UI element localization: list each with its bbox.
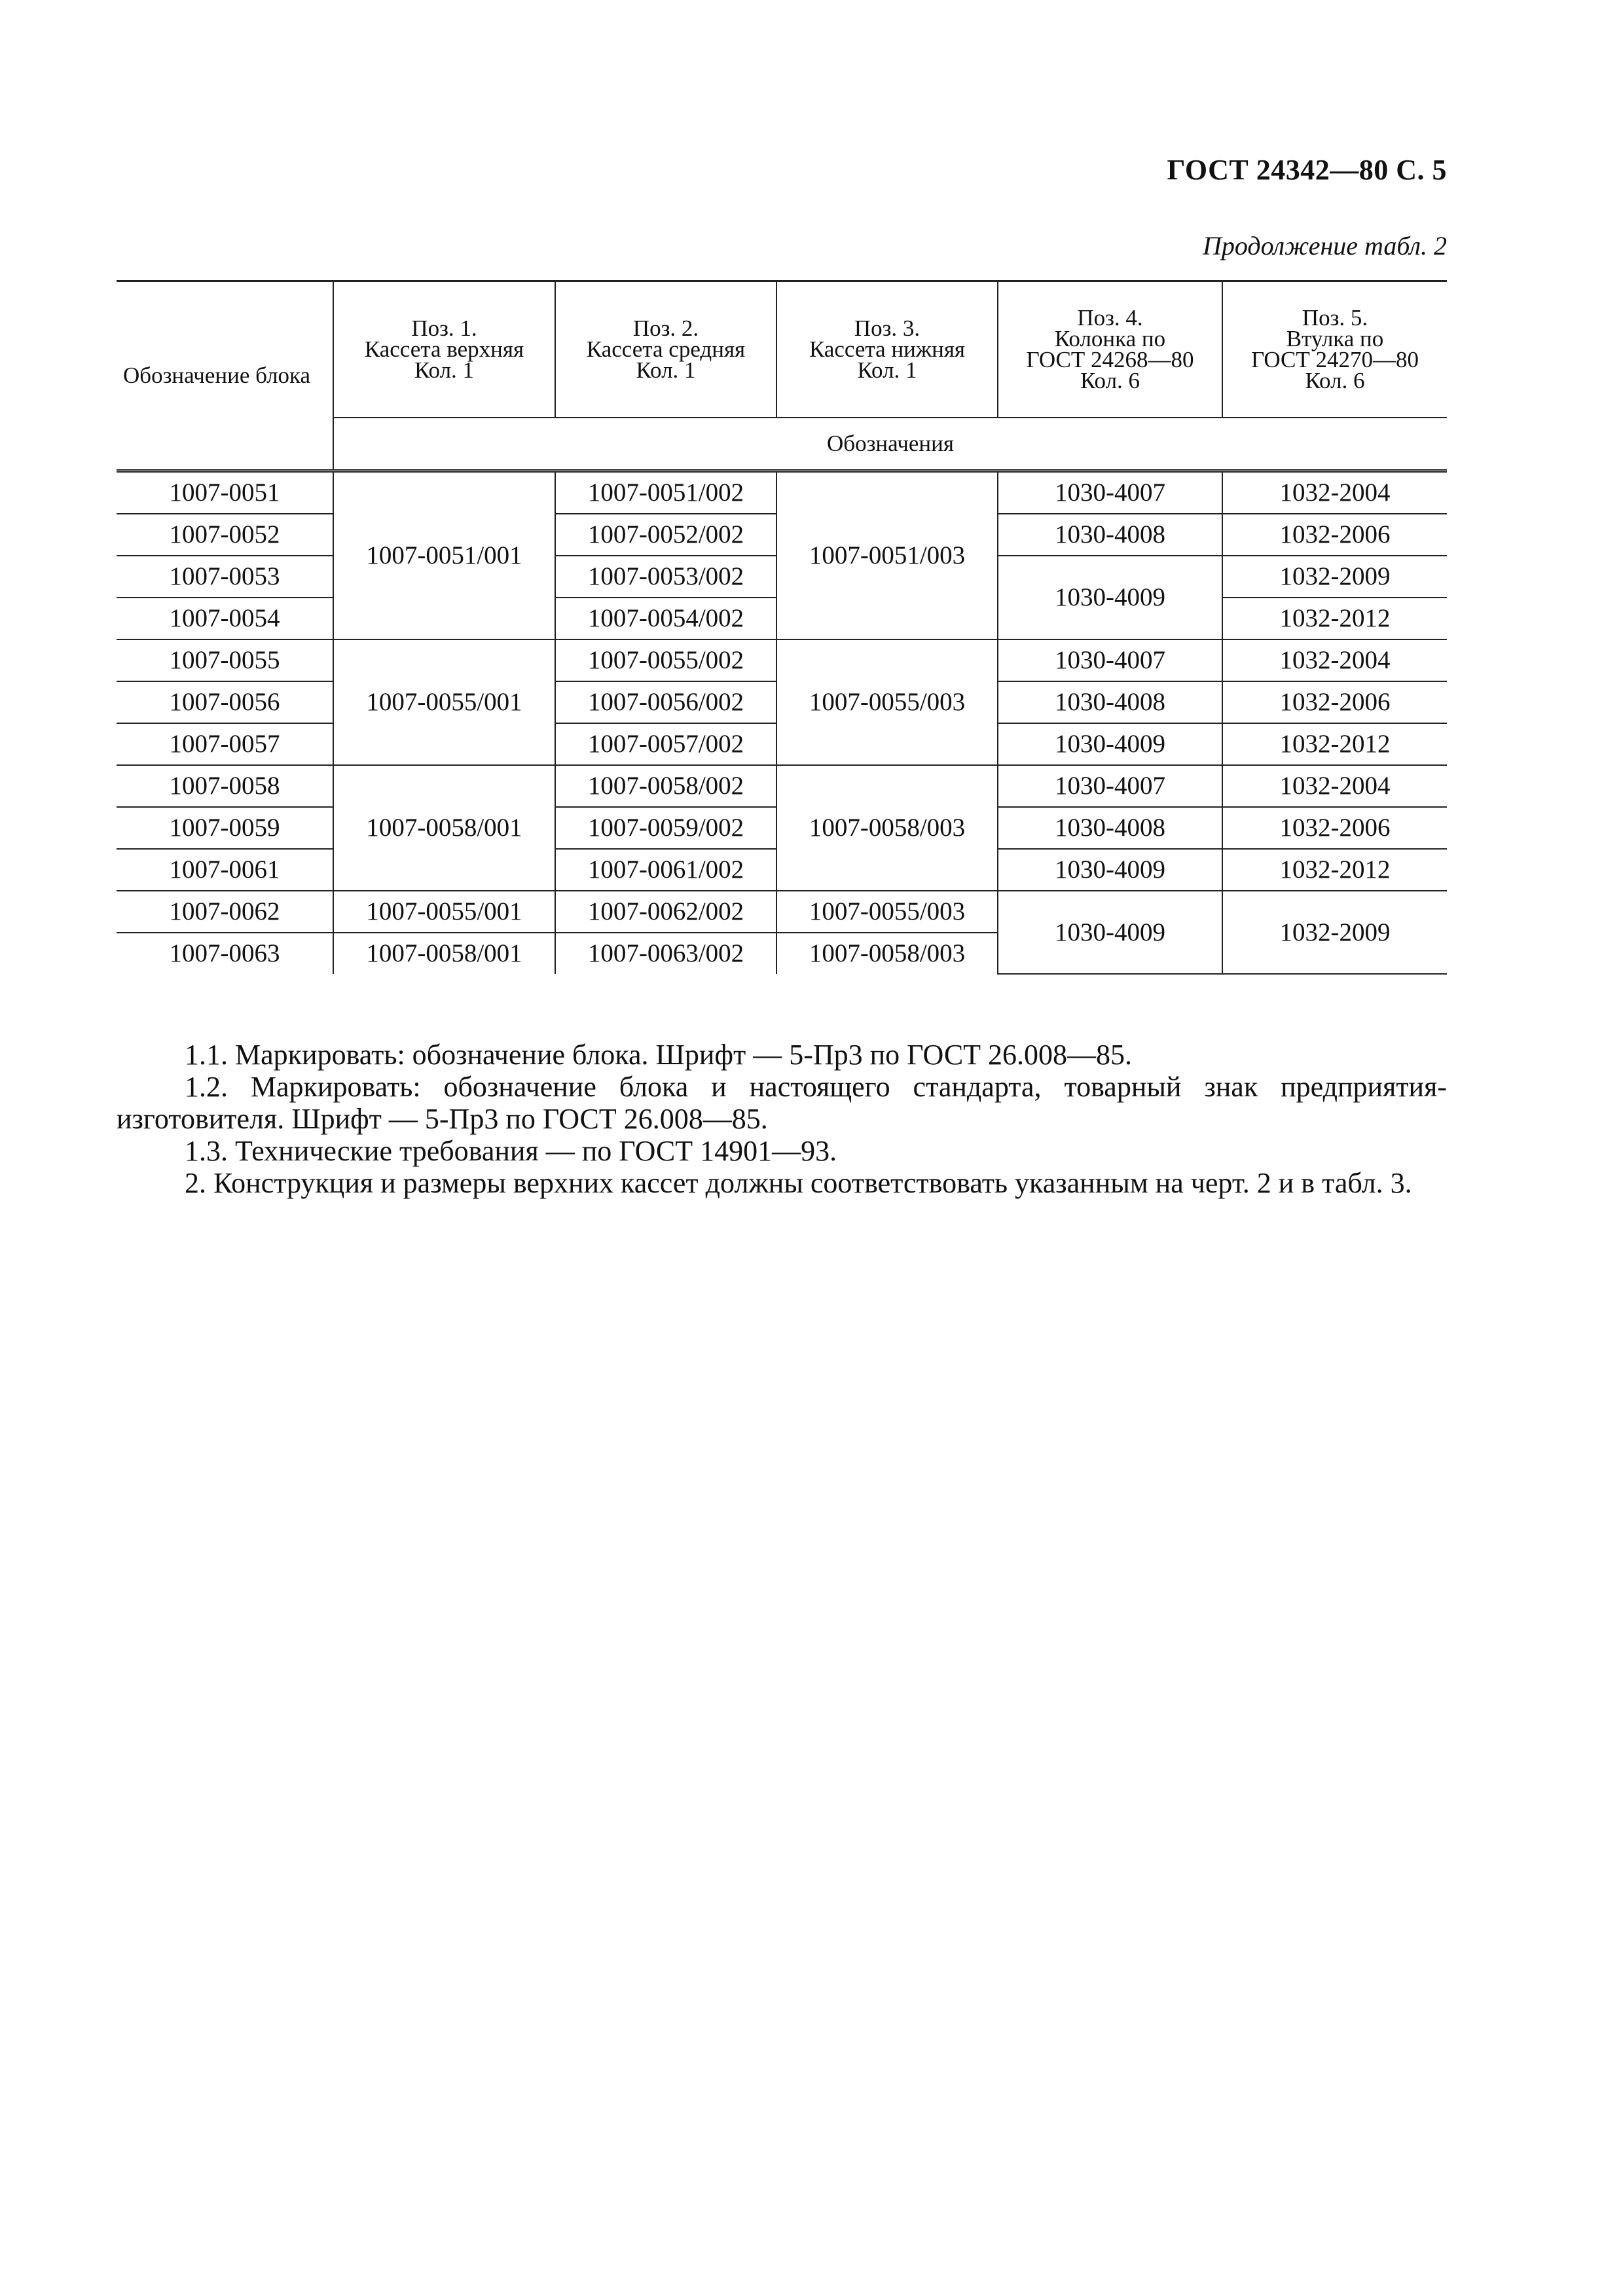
cell-pos4: 1030-4008 [998,681,1222,723]
cell-pos2: 1007-0056/002 [555,681,776,723]
notes [117,1039,1447,1199]
cell-pos2: 1007-0057/002 [555,723,776,765]
cell-pos4: 1030-4009 [998,891,1222,974]
cell-pos5: 1032-2004 [1222,639,1447,681]
cell-pos1: 1007-0051/001 [333,471,555,640]
specification-table [117,280,1447,975]
header-pos3 [776,281,998,418]
header-pos2-line: Кол. 1 [636,357,696,383]
cell-block: 1007-0061 [117,849,333,891]
page-header: ГОСТ 24342—80 С. 5 [1167,154,1447,186]
cell-block: 1007-0051 [117,471,333,514]
cell-block: 1007-0059 [117,807,333,849]
cell-block: 1007-0062 [117,891,333,933]
table-row [117,471,1447,514]
note-paragraph: 2. Конструкция и размеры верхних кассет должны соответствовать указанным на черт. 2 и в табл. 3. [185,1167,1412,1199]
table-row [117,765,1447,807]
header-pos3-line: Поз. 3. [854,315,921,341]
header-pos1-line: Кассета верхняя [364,336,524,362]
cell-pos4: 1030-4007 [998,639,1222,681]
header-pos5-line: Поз. 5. [1302,304,1368,331]
cell-block: 1007-0056 [117,681,333,723]
note-paragraph: 1.2. Маркировать: обозначение блока и настоящего стандарта, товарный знак предприятия-изготовителя. Шрифт — 5-Пр3 по ГОСТ 26.008—85. [117,1071,1447,1135]
cell-pos3: 1007-0058/003 [776,933,998,974]
header-pos4 [998,281,1222,418]
cell-block: 1007-0057 [117,723,333,765]
header-pos1-line: Кол. 1 [414,357,475,383]
cell-pos5: 1032-2012 [1222,598,1447,639]
header-pos4-line: Колонка по [1054,325,1166,351]
cell-pos1: 1007-0055/001 [333,639,555,765]
cell-pos3: 1007-0055/003 [776,639,998,765]
table-row [117,639,1447,681]
cell-pos5: 1032-2012 [1222,723,1447,765]
cell-pos3: 1007-0051/003 [776,471,998,640]
header-pos4-line: ГОСТ 24268—80 [1026,346,1194,372]
cell-block: 1007-0054 [117,598,333,639]
cell-pos5: 1032-2009 [1222,556,1447,598]
cell-pos3: 1007-0058/003 [776,765,998,891]
header-pos2-line: Поз. 2. [632,315,699,341]
note-paragraph: 1.1. Маркировать: обозначение блока. Шрифт — 5-Пр3 по ГОСТ 26.008—85. [185,1039,1133,1071]
cell-pos4: 1030-4009 [998,556,1222,639]
cell-pos2: 1007-0058/002 [555,765,776,807]
cell-block: 1007-0053 [117,556,333,598]
cell-pos5: 1032-2006 [1222,514,1447,556]
cell-pos1: 1007-0058/001 [333,933,555,974]
header-pos5-line: Кол. 6 [1305,367,1365,393]
header-pos2 [555,281,776,418]
cell-pos5: 1032-2006 [1222,807,1447,849]
header-pos3-line: Кол. 1 [857,357,917,383]
cell-pos2: 1007-0053/002 [555,556,776,598]
cell-block: 1007-0058 [117,765,333,807]
header-pos1-line: Поз. 1. [411,315,477,341]
cell-pos2: 1007-0063/002 [555,933,776,974]
header-pos3-line: Кассета нижняя [809,336,966,362]
cell-pos5: 1032-2009 [1222,891,1447,974]
header-pos4-line: Кол. 6 [1080,367,1140,393]
cell-pos1: 1007-0055/001 [333,891,555,933]
table-caption: Продолжение табл. 2 [1202,231,1447,260]
header-pos2-line: Кассета средняя [586,336,746,362]
header-pos5-line: ГОСТ 24270—80 [1250,346,1419,372]
cell-block: 1007-0063 [117,933,333,974]
header-pos1 [333,281,555,418]
header-designations: Обозначения [333,418,1447,471]
header-pos5-line: Втулка по [1286,325,1384,351]
cell-pos5: 1032-2004 [1222,471,1447,514]
header-block-designation: Обозначение блока [117,281,333,471]
cell-pos1: 1007-0058/001 [333,765,555,891]
cell-pos4: 1030-4007 [998,765,1222,807]
cell-pos5: 1032-2012 [1222,849,1447,891]
cell-pos2: 1007-0051/002 [555,471,776,514]
cell-pos4: 1030-4009 [998,723,1222,765]
header-pos5 [1222,281,1447,418]
note-paragraph: 1.3. Технические требования — по ГОСТ 14901—93. [185,1135,837,1167]
cell-pos2: 1007-0052/002 [555,514,776,556]
cell-pos4: 1030-4008 [998,514,1222,556]
header-pos4-line: Поз. 4. [1077,304,1143,331]
cell-pos4: 1030-4007 [998,471,1222,514]
cell-pos2: 1007-0061/002 [555,849,776,891]
cell-pos5: 1032-2006 [1222,681,1447,723]
cell-block: 1007-0055 [117,639,333,681]
cell-pos3: 1007-0055/003 [776,891,998,933]
cell-pos2: 1007-0055/002 [555,639,776,681]
cell-pos2: 1007-0054/002 [555,598,776,639]
cell-pos2: 1007-0059/002 [555,807,776,849]
cell-pos4: 1030-4008 [998,807,1222,849]
cell-pos4: 1030-4009 [998,849,1222,891]
cell-block: 1007-0052 [117,514,333,556]
cell-pos5: 1032-2004 [1222,765,1447,807]
table-row [117,891,1447,933]
cell-pos2: 1007-0062/002 [555,891,776,933]
